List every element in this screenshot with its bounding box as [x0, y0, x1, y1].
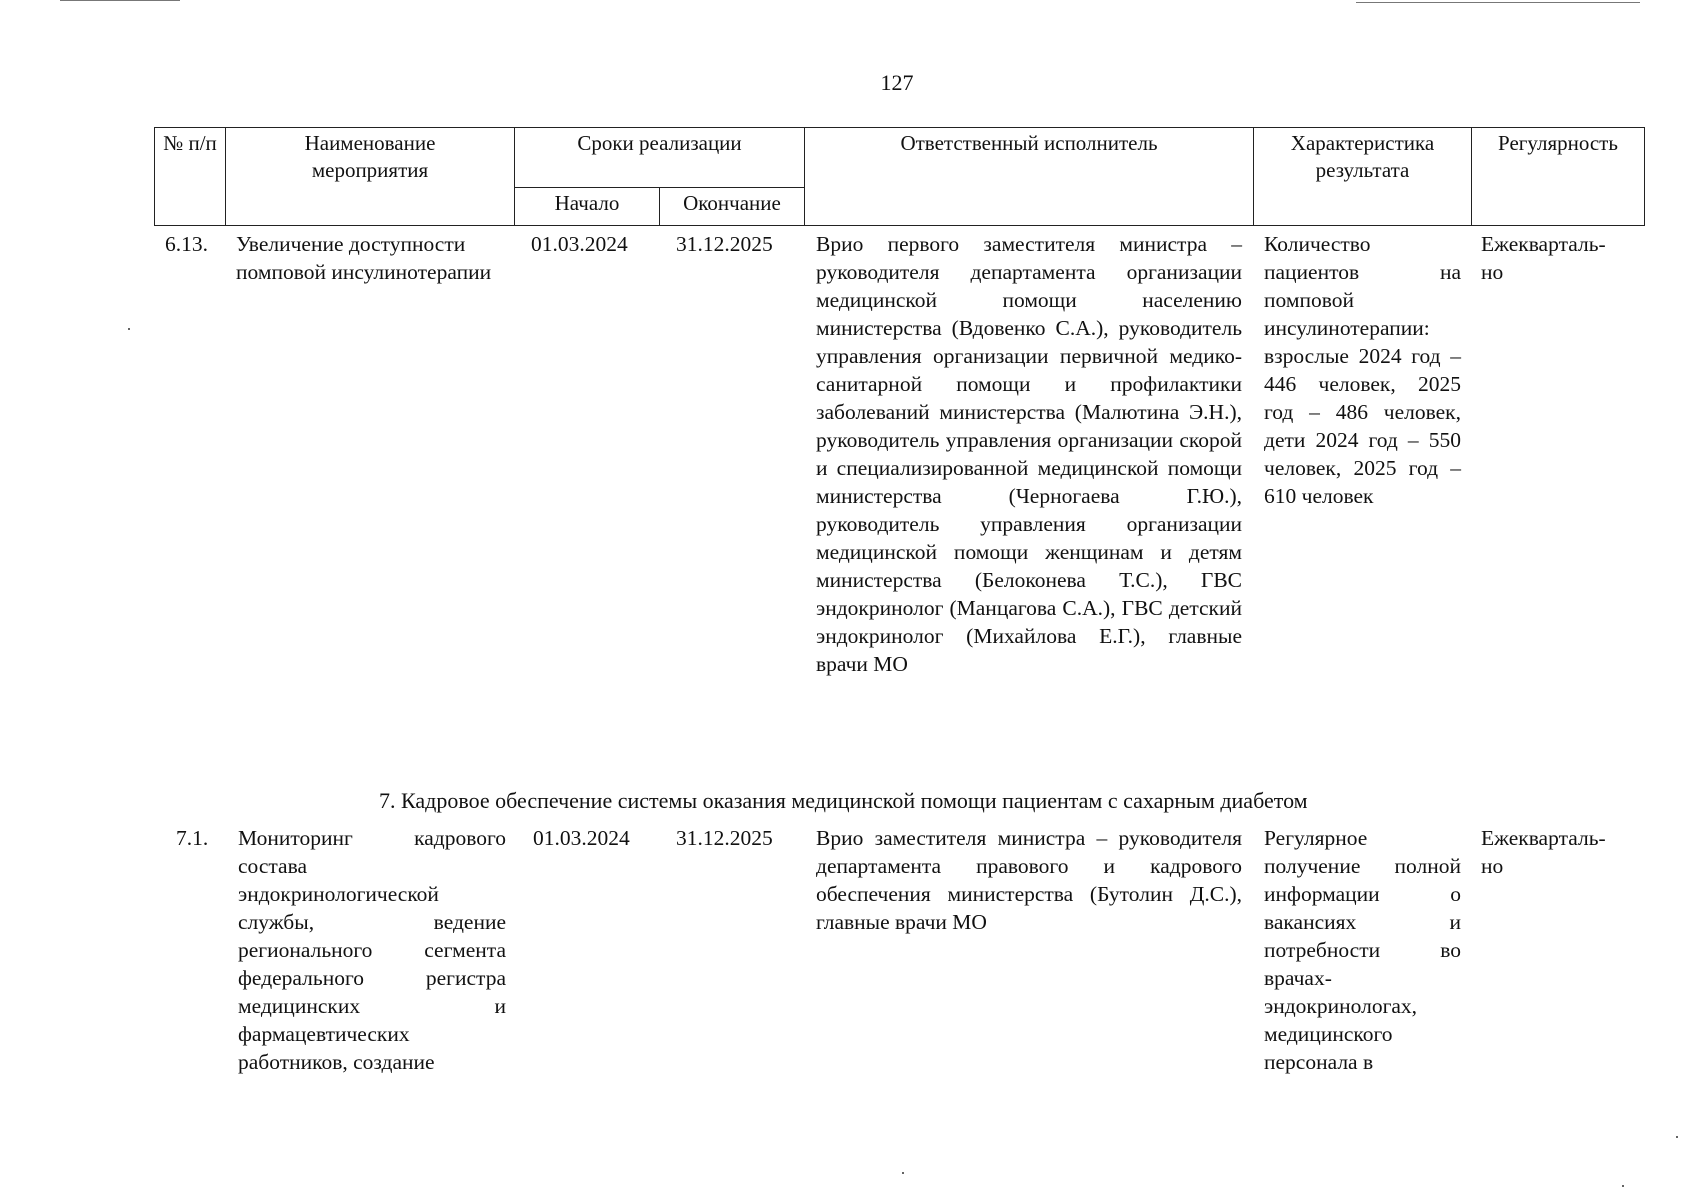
header-num: № п/п [155, 128, 226, 226]
row-6-13-end: 31.12.2025 [676, 232, 773, 256]
scan-edge-line-left [60, 0, 180, 1]
row-6-13-num: 6.13. [165, 232, 208, 256]
section-7-title: 7. Кадровое обеспечение системы оказания медицинской помощи пациентам с сахарным диабетом [379, 788, 1308, 813]
row-7-1-start: 01.03.2024 [533, 826, 630, 850]
table-header [154, 127, 1645, 226]
row-7-1-name: Мониторинг кадрового состава эндокринологической службы, ведение регионального сегмента федерального регистра медицинских и фармацевтических работников, создание [238, 826, 506, 1074]
row-7-1-result: Регулярное получение полной информации о вакансиях и потребности во врачах-эндокринологах, медицинского персонала в [1264, 826, 1461, 1074]
header-end: Окончание [660, 188, 805, 226]
header-regularity: Регулярность [1472, 128, 1645, 226]
header-start: Начало [515, 188, 660, 226]
scan-edge-line-right [1356, 2, 1640, 3]
row-7-1-end: 31.12.2025 [676, 826, 773, 850]
row-6-13-result: Количество пациентов на помповой инсулинотерапии: взрослые 2024 год – 446 человек, 2025 год – 486 человек, дети 2024 год – 550 человек, 2025 год – 610 человек [1264, 232, 1461, 508]
row-6-13-executor: Врио первого заместителя министра – руководителя департамента организации медицинской помощи населению министерства (Вдовенко С.А.), руководитель управления организации первичной медико-санитарной помощи и профилактики заболеваний министерства (Малютина Э.Н.), руководитель управления организации скорой и специализированной медицинской помощи министерства (Черногаева Г.Ю.), руководитель управления организации медицинской помощи женщинам и детям министерства (Белоконева Т.С.), ГВС эндокринолог (Манцагова С.А.), ГВС детский эндокринолог (Михайлова Е.Г.), главные врачи МО [816, 232, 1242, 676]
row-6-13-name: Увеличение доступности помповой инсулинотерапии [236, 232, 492, 284]
scan-speck [1622, 1185, 1624, 1187]
row-7-1-num: 7.1. [176, 826, 209, 850]
scan-speck [902, 1172, 904, 1174]
row-6-13-regularity: Ежекварталь- но [1481, 232, 1606, 284]
scan-speck [1676, 1136, 1678, 1138]
row-7-1-regularity: Ежекварталь- но [1481, 826, 1606, 878]
page-number: 127 [880, 70, 914, 95]
row-6-13-start: 01.03.2024 [531, 232, 628, 256]
header-executor: Ответственный исполнитель [805, 128, 1254, 226]
header-name: Наименование мероприятия [226, 128, 515, 226]
header-dates: Сроки реализации [515, 128, 805, 188]
header-result: Характеристика результата [1254, 128, 1472, 226]
scan-speck [128, 328, 130, 330]
row-7-1-executor: Врио заместителя министра – руководителя департамента правового и кадрового обеспечения министерства (Бутолин Д.С.), главные врачи МО [816, 826, 1242, 934]
